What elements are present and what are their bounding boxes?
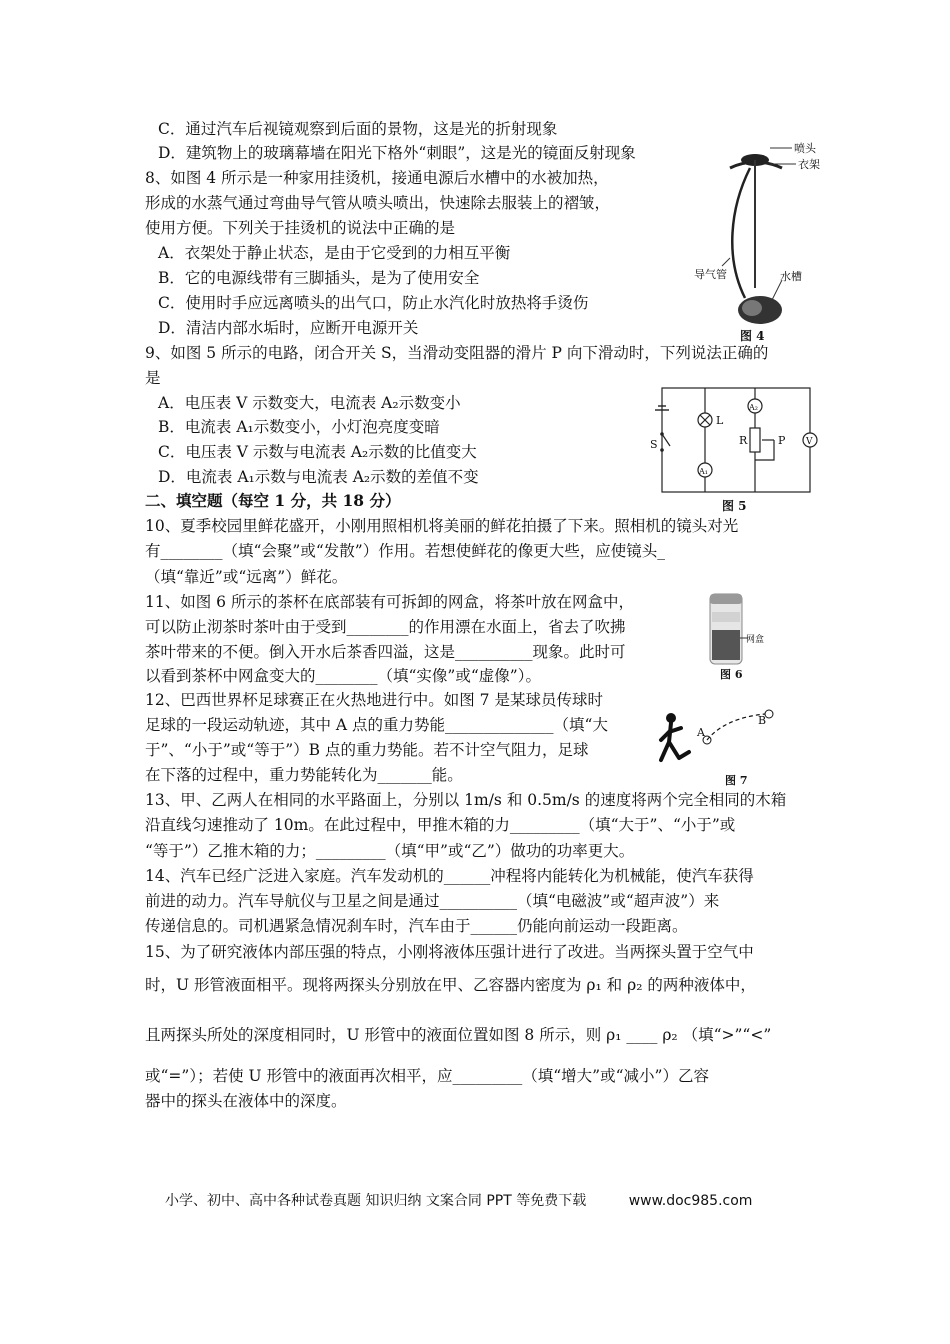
option-9c: C．电压表 V 示数与电流表 A₂示数的比值变大: [158, 443, 477, 461]
question-10-line3: （填“靠近”或“远离”）鲜花。: [145, 568, 348, 586]
figure-7-football: [655, 710, 785, 788]
section-heading: 二、填空题（每空 1 分，共 18 分）: [145, 491, 401, 510]
question-8-line3: 使用方便。下列关于挂烫机的说法中正确的是: [145, 219, 456, 237]
question-12-line2: 足球的一段运动轨迹，其中 A 点的重力势能______________（填“大: [145, 716, 608, 734]
question-11-line2: 可以防止沏茶时茶叶由于受到________的作用漂在水面上，省去了吹拂: [145, 618, 626, 636]
fig5-label-p: P: [778, 434, 786, 447]
question-12-line4: 在下落的过程中，重力势能转化为_______能。: [145, 766, 463, 784]
option-9d: D．电流表 A₁示数与电流表 A₂示数的差值不变: [158, 468, 479, 486]
fig5-label-lamp: L: [716, 414, 724, 427]
footer: [165, 1190, 752, 1210]
question-8-line2: 形成的水蒸气通过弯曲导气管从喷头喷出，快速除去服装上的褶皱，: [145, 194, 611, 212]
question-11: 11、如图 6 所示的茶杯在底部装有可拆卸的网盒，将茶叶放在网盒中，: [145, 593, 634, 611]
question-9-line2: 是: [145, 369, 161, 387]
figure-6-teacup: [700, 590, 770, 682]
question-13: 13、甲、乙两人在相同的水平路面上，分别以 1m/s 和 0.5m/s 的速度将两个完全相同的木箱: [145, 791, 787, 809]
question-11-line3: 茶叶带来的不便。倒入开水后茶香四溢，这是__________现象。此时可: [145, 643, 626, 661]
question-13-line3: “等于”）乙推木箱的力；_________（填“甲”或“乙”）做功的功率更大。: [145, 842, 635, 860]
option-7c: C．通过汽车后视镜观察到后面的景物，这是光的折射现象: [158, 120, 558, 138]
question-10: 10、夏季校园里鲜花盛开，小刚用照相机将美丽的鲜花拍摄了下来。照相机的镜头对光: [145, 517, 739, 535]
fig6-caption: 图 6: [720, 668, 743, 681]
footer-site-link[interactable]: www.doc985.com: [628, 1193, 753, 1209]
question-15-line5: 器中的探头在液体中的深度。: [145, 1092, 347, 1110]
footer-text: 小学、初中、高中各种试卷真题 知识归纳 文案合同 PPT 等免费下载: [165, 1193, 587, 1209]
fig6-label-mesh: 网盒: [746, 635, 765, 645]
option-7d: D．建筑物上的玻璃幕墙在阳光下格外“刺眼”，这是光的镜面反射现象: [158, 144, 636, 162]
question-12: 12、巴西世界杯足球赛正在火热地进行中。如图 7 是某球员传球时: [145, 691, 603, 709]
question-12-line3: 于”、“小于”或“等于”）B 点的重力势能。若不计空气阻力，足球: [145, 741, 589, 759]
fig4-label-tube: 导气管: [694, 268, 727, 281]
fig4-label-nozzle: 喷头: [794, 142, 816, 155]
fig5-label-switch: S: [650, 438, 658, 451]
fig5-label-v: V: [806, 437, 813, 447]
question-14: 14、汽车已经广泛进入家庭。汽车发动机的______冲程将内能转化为机械能，使汽车获得: [145, 867, 754, 885]
question-14-line2: 前进的动力。汽车导航仪与卫星之间是通过__________（填“电磁波”或“超声波”）来: [145, 892, 720, 910]
fig5-caption: 图 5: [722, 499, 747, 513]
question-10-line2: 有________（填“会聚”或“发散”）作用。若想使鲜花的像更大些，应使镜头_: [145, 542, 665, 560]
fig5-label-r: R: [739, 434, 748, 447]
question-14-line3: 传递信息的。司机遇紧急情况刹车时，汽车由于______仍能向前运动一段距离。: [145, 917, 688, 935]
figure-4-steamer: [694, 138, 840, 348]
fig4-label-tank: 水槽: [780, 270, 802, 283]
fig7-caption: 图 7: [725, 774, 748, 787]
question-13-line2: 沿直线匀速推动了 10m。在此过程中，甲推木箱的力_________（填“大于”、“小于”或: [145, 816, 736, 834]
option-8c: C．使用时手应远离喷头的出气口，防止水汽化时放热将手烫伤: [158, 294, 589, 312]
option-8b: B．它的电源线带有三脚插头，是为了使用安全: [158, 269, 480, 287]
option-9b: B．电流表 A₁示数变小，小灯泡亮度变暗: [158, 418, 440, 436]
fig7-label-a: A: [697, 726, 705, 739]
question-11-line4: 以看到茶杯中网盒变大的________（填“实像”或“虚像”）。: [145, 667, 541, 685]
fig4-label-hanger: 衣架: [798, 158, 820, 171]
question-15: 15、为了研究液体内部压强的特点，小刚将液体压强计进行了改进。当两探头置于空气中: [145, 943, 754, 961]
question-15-line3: 且两探头所处的深度相同时，U 形管中的液面位置如图 8 所示，则 ρ₁ ____ ρ₂ （填“>”“<”: [145, 1026, 772, 1044]
option-8a: A．衣架处于静止状态，是由于它受到的力相互平衡: [158, 244, 511, 262]
fig5-label-a2: A₂: [749, 403, 758, 412]
option-8d: D．清洁内部水垢时，应断开电源开关: [158, 319, 419, 337]
figure-5-circuit: [650, 382, 820, 517]
fig5-label-a1: A₁: [699, 467, 708, 476]
question-15-line4: 或“=”）；若使 U 形管中的液面再次相平，应_________（填“增大”或“减小”）乙容: [145, 1067, 709, 1085]
fig4-caption: 图 4: [740, 329, 765, 343]
question-9: 9、如图 5 所示的电路，闭合开关 S，当滑动变阻器的滑片 P 向下滑动时，下列说法正确的: [145, 344, 769, 362]
question-15-line2: 时，U 形管液面相平。现将两探头分别放在甲、乙容器内密度为 ρ₁ 和 ρ₂ 的两种液体中，: [145, 976, 756, 994]
option-9a: A．电压表 V 示数变大，电流表 A₂示数变小: [158, 394, 461, 412]
fig7-label-b: B: [758, 714, 767, 727]
question-8: 8、如图 4 所示是一种家用挂烫机，接通电源后水槽中的水被加热，: [145, 169, 609, 187]
